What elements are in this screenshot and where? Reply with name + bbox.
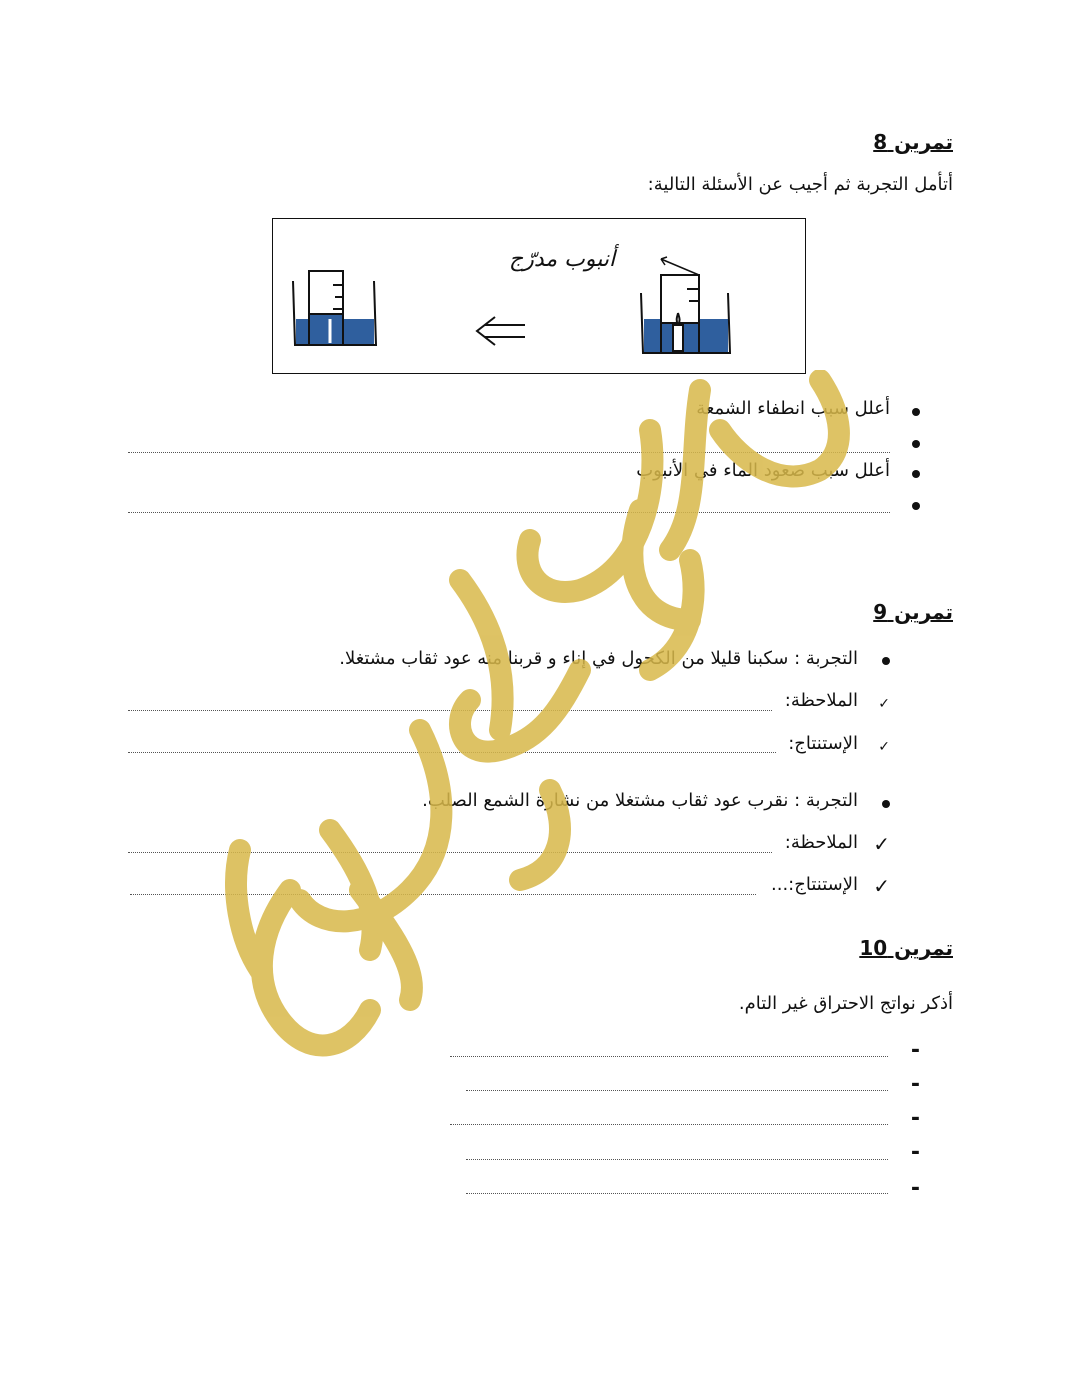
answer-line[interactable] xyxy=(128,512,890,513)
exercise-10-prompt: أذكر نواتج الاحتراق غير التام. xyxy=(738,993,953,1014)
answer-line[interactable] xyxy=(466,1193,888,1194)
list-dash: - xyxy=(910,1072,920,1097)
conclusion-2-line[interactable] xyxy=(130,894,756,895)
observation-2-label: الملاحظة: xyxy=(784,832,858,853)
exercise-8-intro: أتأمل التجربة ثم أجيب عن الأسئلة التالية: xyxy=(647,174,953,195)
experiment-2: التجربة : نقرب عود ثقاب مشتغلا من نشارة الشمع الصلب. xyxy=(422,790,858,811)
observation-1-line[interactable] xyxy=(128,710,772,711)
graduated-tube-label: أنبوب مدرّج xyxy=(509,247,616,272)
check-icon: ✓ xyxy=(873,874,890,898)
answer-line[interactable] xyxy=(466,1159,888,1160)
list-dash: - xyxy=(910,1106,920,1131)
bullet xyxy=(882,800,890,808)
bullet xyxy=(912,502,920,510)
bullet xyxy=(882,657,890,665)
list-dash: - xyxy=(910,1140,920,1165)
question-2: أعلل سبب صعود الماء في الأنبوب xyxy=(636,460,890,481)
experiment-1: التجربة : سكبنا قليلا من الكحول في إناء و قربنا منه عود ثقاب مشتغلا. xyxy=(339,648,858,669)
answer-line[interactable] xyxy=(450,1056,888,1057)
observation-2-line[interactable] xyxy=(128,852,772,853)
conclusion-1-label: الإستنتاج: xyxy=(788,733,858,754)
check-icon: ✓ xyxy=(873,832,890,856)
question-1: أعلل سبب انطفاء الشمعة xyxy=(696,398,890,419)
list-dash: - xyxy=(910,1038,920,1063)
answer-line[interactable] xyxy=(466,1090,888,1091)
list-dash: - xyxy=(910,1176,920,1201)
answer-line[interactable] xyxy=(450,1124,888,1125)
observation-1-label: الملاحظة: xyxy=(784,690,858,711)
bullet xyxy=(912,440,920,448)
conclusion-1-line[interactable] xyxy=(128,752,776,753)
experiment-figure xyxy=(272,218,806,374)
arrow-left-icon xyxy=(477,317,525,345)
check-icon: ✓ xyxy=(878,739,890,755)
beaker-after xyxy=(293,271,376,345)
bullet xyxy=(912,470,920,478)
check-icon: ✓ xyxy=(878,696,890,712)
conclusion-2-label: الإستنتاج:... xyxy=(771,874,858,895)
bullet xyxy=(912,408,920,416)
experiment-drawing xyxy=(273,219,804,372)
exercise-9-title: تمرين 9 xyxy=(873,600,953,624)
exercise-10-title: تمرين 10 xyxy=(859,936,953,960)
beaker-before xyxy=(641,257,730,353)
exercise-8-title: تمرين 8 xyxy=(873,130,953,154)
answer-line[interactable] xyxy=(128,452,890,453)
